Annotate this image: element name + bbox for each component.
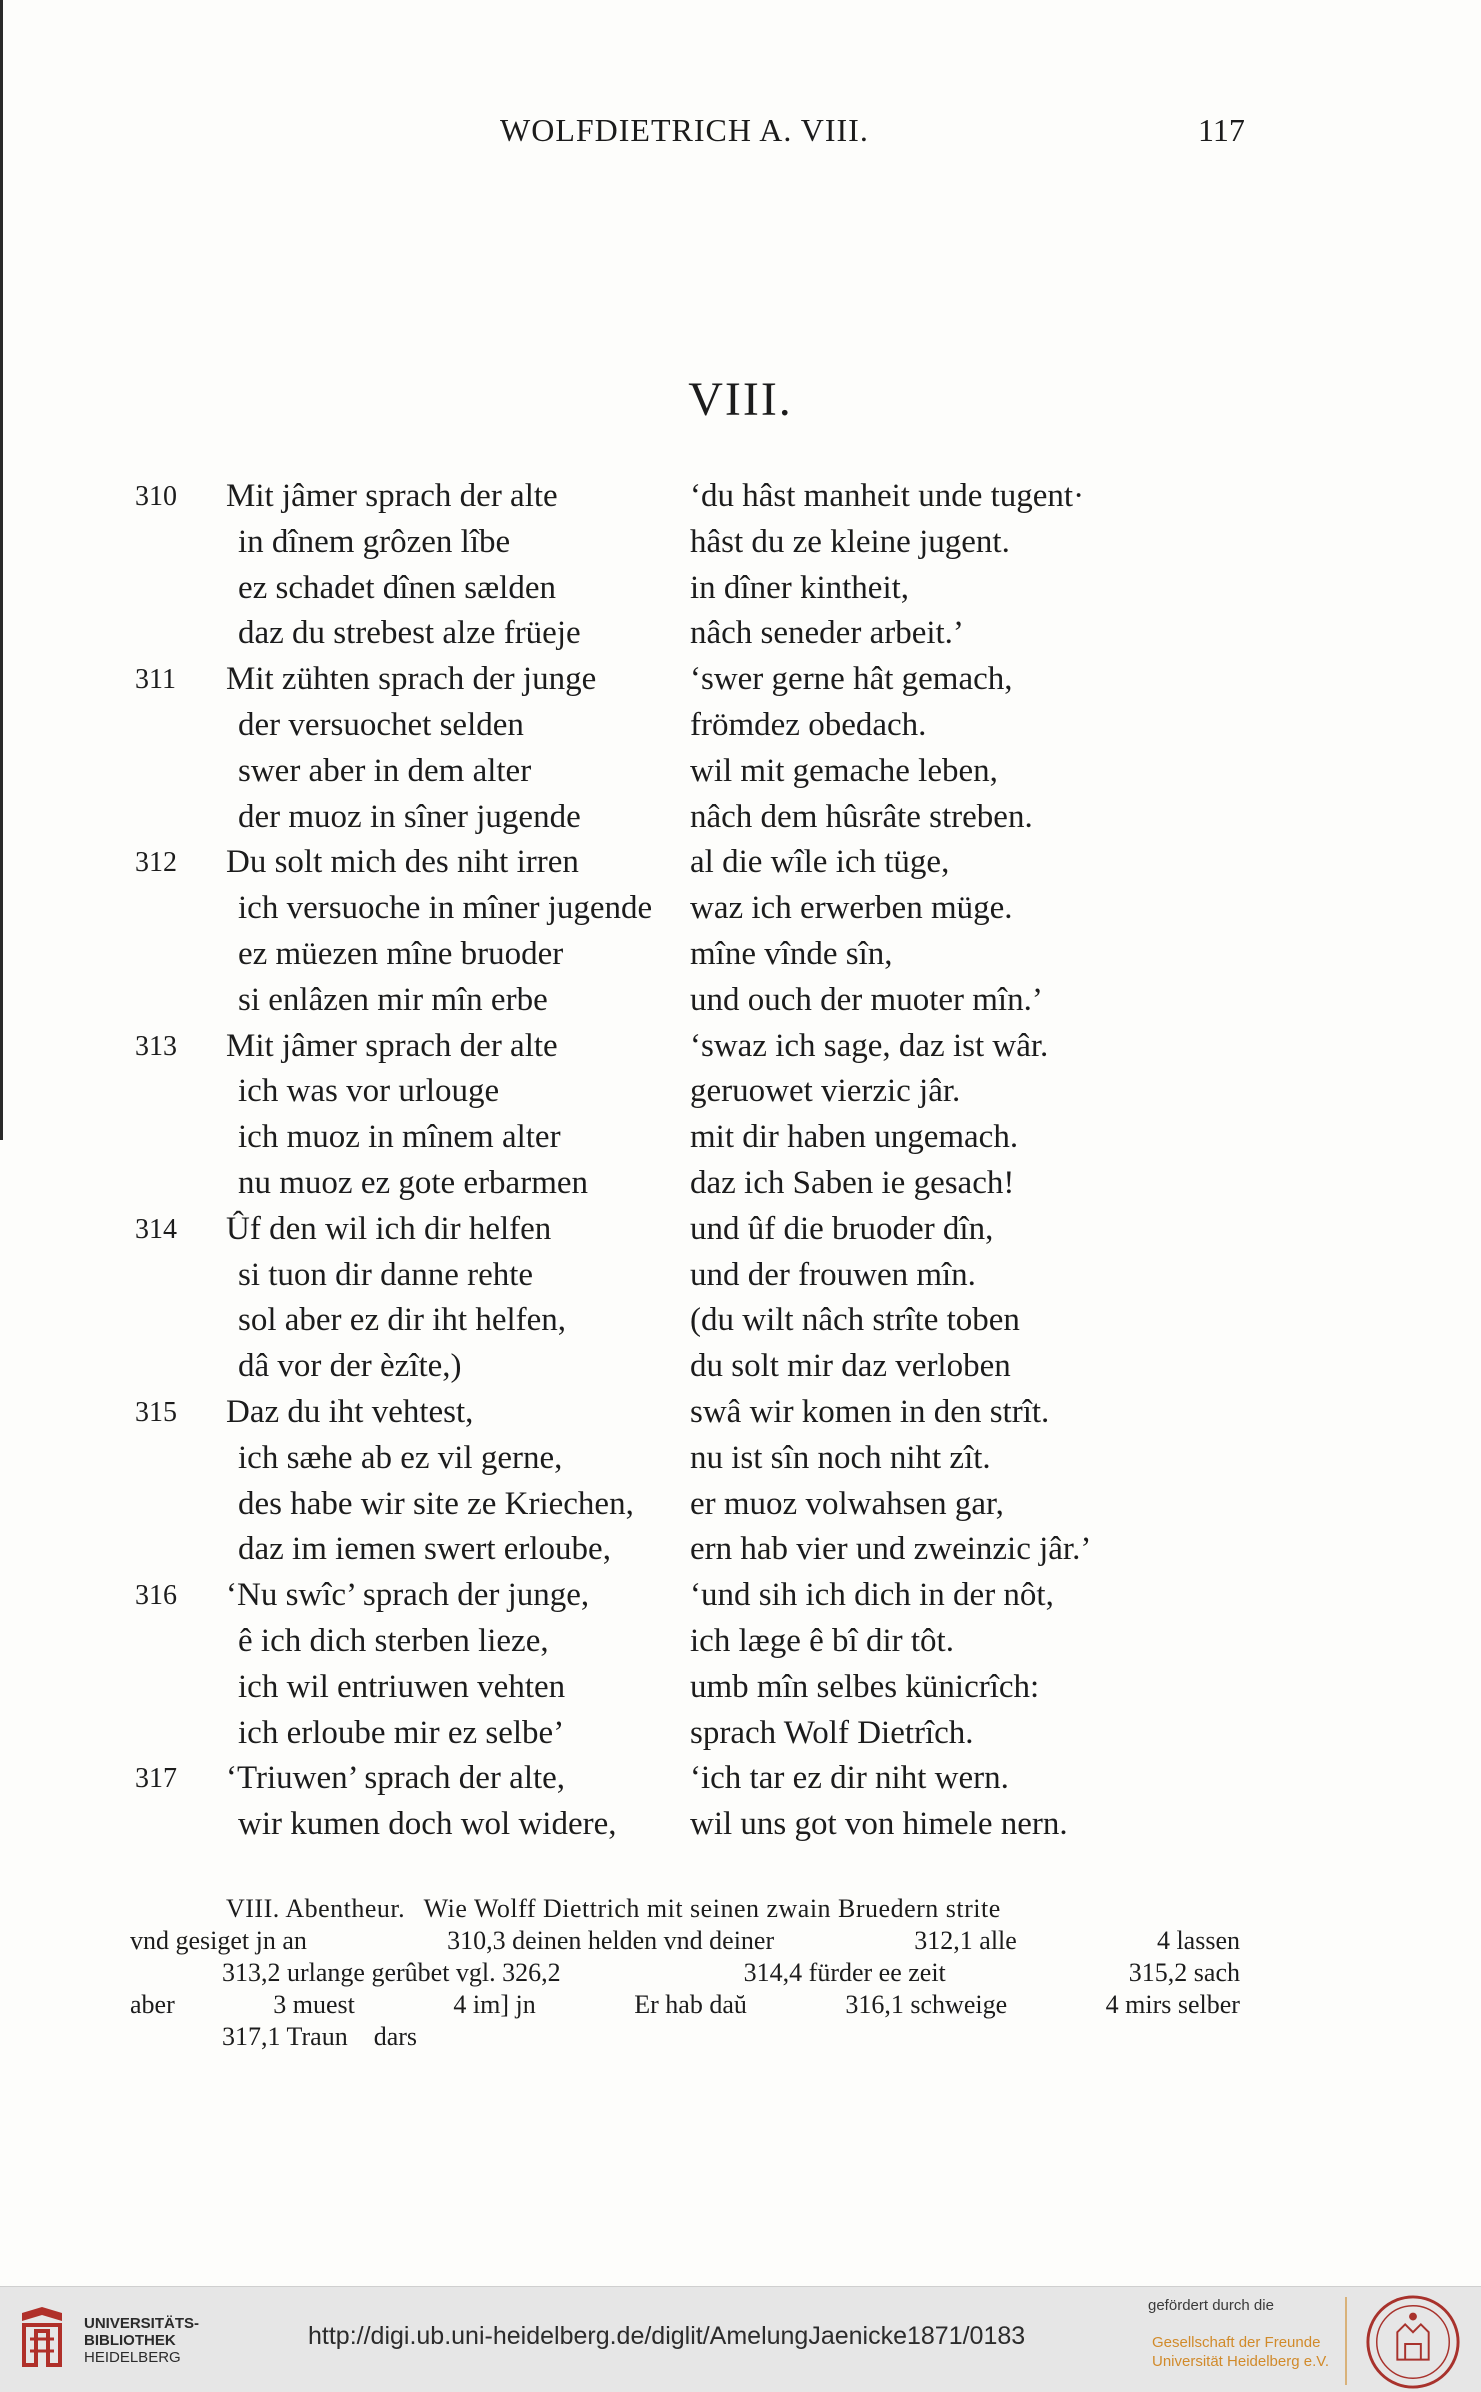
verse-first-half: dâ vor der èzîte,) xyxy=(238,1348,462,1385)
stanza-number: 312 xyxy=(135,847,177,879)
footnote-row xyxy=(130,2021,1240,2053)
verse-first-half: si enlâzen mir mîn erbe xyxy=(238,981,548,1018)
footnote-row xyxy=(130,1957,1240,1989)
chapter-heading: VIII. xyxy=(688,373,793,426)
footnote-entry: 312,1 alle xyxy=(914,1926,1017,1955)
stanza-number: 310 xyxy=(135,481,177,512)
verse-first-half: des habe wir site ze Kriechen, xyxy=(238,1485,634,1522)
verse-line xyxy=(0,520,1481,566)
verse-line xyxy=(0,1298,1481,1344)
viewer-footer xyxy=(0,2286,1481,2392)
poem-text xyxy=(0,474,1481,1848)
verse-second-half: in dîner kintheit, xyxy=(690,569,910,606)
verse-line xyxy=(0,1115,1481,1161)
verse-line xyxy=(0,1711,1481,1757)
verse-second-half: ‘swer gerne hât gemach, xyxy=(690,661,1013,698)
verse-first-half: daz im iemen swert erloube, xyxy=(238,1531,611,1568)
verse-second-half: und ouch der muoter mîn.’ xyxy=(690,981,1043,1018)
verse-second-half: al die wîle ich tüge, xyxy=(690,844,950,881)
verse-first-half: ez müezen mîne bruoder xyxy=(238,935,564,972)
stanza-number: 313 xyxy=(135,1030,177,1062)
verse-second-half: du solt mir daz verloben xyxy=(690,1348,1011,1385)
verse-line xyxy=(0,611,1481,657)
verse-second-half: mit dir haben ungemach. xyxy=(690,1119,1019,1156)
verse-first-half: Daz du iht vehtest, xyxy=(226,1393,474,1430)
verse-first-half: Ûf den wil ich dir helfen xyxy=(226,1210,552,1247)
verse-line xyxy=(0,1390,1481,1436)
verse-first-half: der muoz in sîner jugende xyxy=(238,798,581,835)
verse-second-half: wil mit gemache leben, xyxy=(690,752,998,789)
footnote-entry: 316,1 schweige xyxy=(845,1990,1008,2019)
verse-second-half: ‘du hâst manheit unde tugent· xyxy=(690,478,1085,514)
footnote-block xyxy=(130,1893,1240,2053)
verse-line xyxy=(0,566,1481,612)
verse-line xyxy=(0,657,1481,703)
verse-second-half: ern hab vier und zweinzic jâr.’ xyxy=(690,1531,1092,1568)
verse-first-half: nu muoz ez gote erbarmen xyxy=(238,1164,589,1201)
footnote-entry: 4 mirs selber xyxy=(1105,1990,1240,2019)
society-name xyxy=(1152,2333,1329,2371)
footnote-entry: Er hab daŭ xyxy=(634,1990,747,2019)
stanza-number: 311 xyxy=(135,664,176,696)
footnote-title xyxy=(130,1893,1240,1925)
verse-second-half: mîne vînde sîn, xyxy=(690,935,893,972)
verse-second-half: und der frouwen mîn. xyxy=(690,1256,976,1293)
verse-second-half: frömdez obedach. xyxy=(690,706,927,743)
funded-by-label: gefördert durch die xyxy=(1148,2297,1274,2314)
verse-first-half: si tuon dir danne rehte xyxy=(238,1256,534,1293)
verse-line xyxy=(0,1253,1481,1299)
verse-first-half: ich versuoche in mîner jugende xyxy=(238,890,653,927)
verse-second-half: und ûf die bruoder dîn, xyxy=(690,1210,994,1247)
footnote-title-text: Wie Wolff Diettrich mit seinen zwain Bruedern strite xyxy=(423,1894,1001,1923)
verse-second-half: ich læge ê bî dir tôt. xyxy=(690,1622,954,1659)
verse-second-half: geruowet vierzic jâr. xyxy=(690,1073,961,1110)
stanza-number: 317 xyxy=(135,1763,177,1795)
footnote-row xyxy=(130,1925,1240,1957)
verse-first-half: Mit jâmer sprach der alte xyxy=(226,1027,558,1064)
verse-first-half: ‘Nu swîc’ sprach der junge, xyxy=(226,1577,590,1614)
verse-line xyxy=(0,1436,1481,1482)
verse-second-half: hâst du ze kleine jugent. xyxy=(690,523,1010,560)
verse-second-half: sprach Wolf Dietrîch. xyxy=(690,1714,974,1751)
verse-line xyxy=(0,1161,1481,1207)
verse-first-half: daz du strebest alze früeje xyxy=(238,615,581,652)
verse-line xyxy=(0,795,1481,841)
verse-line xyxy=(0,1069,1481,1115)
verse-line xyxy=(0,1527,1481,1573)
verse-line xyxy=(0,1207,1481,1253)
footnote-entry: vnd gesiget jn an xyxy=(130,1926,307,1955)
verse-first-half: ich erloube mir ez selbe’ xyxy=(238,1714,565,1751)
verse-first-half: der versuochet selden xyxy=(238,706,524,743)
library-name-line3: HEIDELBERG xyxy=(84,2349,181,2366)
verse-first-half: Du solt mich des niht irren xyxy=(226,844,579,881)
library-logo-icon xyxy=(14,2305,70,2371)
verse-line xyxy=(0,1482,1481,1528)
stanza-number: 314 xyxy=(135,1213,177,1245)
digital-copy-url[interactable]: http://digi.ub.uni-heidelberg.de/diglit/AmelungJaenicke1871/0183 xyxy=(308,2322,1026,2350)
verse-second-half: waz ich erwerben müge. xyxy=(690,890,1013,927)
verse-line xyxy=(0,1665,1481,1711)
verse-first-half: ich was vor urlouge xyxy=(238,1073,500,1110)
verse-second-half: er muoz volwahsen gar, xyxy=(690,1485,1004,1522)
footnote-entry: 310,3 deinen helden vnd deiner xyxy=(447,1926,775,1955)
verse-line xyxy=(0,1619,1481,1665)
footnote-row xyxy=(130,1989,1240,2021)
footnote-entry: aber xyxy=(130,1990,175,2019)
stanza-number: 316 xyxy=(135,1580,177,1612)
university-seal-icon xyxy=(1364,2293,1462,2391)
verse-first-half: ez schadet dînen sælden xyxy=(238,569,556,606)
verse-first-half: ich wil entriuwen vehten xyxy=(238,1668,566,1705)
verse-first-half: ich sæhe ab ez vil gerne, xyxy=(238,1439,563,1476)
verse-line xyxy=(0,978,1481,1024)
verse-first-half: in dînem grôzen lîbe xyxy=(238,523,511,560)
verse-second-half: (du wilt nâch strîte toben xyxy=(690,1302,1020,1339)
verse-second-half: wil uns got von himele nern. xyxy=(690,1806,1068,1843)
footnote-entry: 4 im] jn xyxy=(453,1990,536,2019)
verse-line xyxy=(0,474,1481,520)
verse-first-half: wir kumen doch wol widere, xyxy=(238,1806,617,1843)
verse-line xyxy=(0,1573,1481,1619)
verse-first-half: swer aber in dem alter xyxy=(238,752,532,789)
verse-second-half: nu ist sîn noch niht zît. xyxy=(690,1439,991,1476)
footnote-entry: 313,2 urlange gerûbet vgl. 326,2 xyxy=(222,1958,561,1987)
verse-second-half: swâ wir komen in den strît. xyxy=(690,1393,1050,1430)
stanza-number: 315 xyxy=(135,1396,177,1428)
verse-line xyxy=(0,1024,1481,1070)
running-title: WOLFDIETRICH A. VIII. xyxy=(500,112,869,148)
verse-line xyxy=(0,703,1481,749)
verse-second-half: nâch seneder arbeit.’ xyxy=(690,615,964,652)
footnote-entry: 315,2 sach xyxy=(1128,1958,1240,1987)
library-name-line2: BIBLIOTHEK xyxy=(84,2332,176,2349)
footnote-entry: 314,4 fürder ee zeit xyxy=(743,1958,946,1987)
verse-first-half: ê ich dich sterben lieze, xyxy=(238,1622,549,1659)
footnote-entry: 317,1 Traun xyxy=(222,2022,348,2051)
verse-second-half: umb mîn selbes künicrîch: xyxy=(690,1668,1040,1705)
verse-first-half: sol aber ez dir iht helfen, xyxy=(238,1302,567,1339)
verse-second-half: ‘und sih ich dich in der nôt, xyxy=(690,1577,1054,1614)
society-name-line2: Universität Heidelberg e.V. xyxy=(1152,2353,1330,2370)
footer-divider xyxy=(1345,2297,1347,2385)
library-name-line1: UNIVERSITÄTS- xyxy=(84,2315,200,2332)
footnote-title-abbr: VIII. Abentheur. xyxy=(226,1894,406,1923)
verse-line xyxy=(0,840,1481,886)
verse-second-half: ‘swaz ich sage, daz ist wâr. xyxy=(690,1027,1049,1064)
page-number: 117 xyxy=(1198,112,1245,148)
footnote-entry: 4 lassen xyxy=(1156,1926,1240,1955)
verse-line xyxy=(0,1756,1481,1802)
footnote-entry: 3 muest xyxy=(273,1990,355,2019)
verse-first-half: Mit zühten sprach der junge xyxy=(226,661,597,698)
verse-line xyxy=(0,932,1481,978)
society-name-line1: Gesellschaft der Freunde xyxy=(1152,2334,1321,2351)
verse-line xyxy=(0,1344,1481,1390)
verse-line xyxy=(0,886,1481,932)
verse-second-half: ‘ich tar ez dir niht wern. xyxy=(690,1760,1009,1797)
verse-second-half: nâch dem hûsrâte streben. xyxy=(690,798,1033,835)
verse-first-half: Mit jâmer sprach der alte xyxy=(226,478,558,514)
footnote-entry: dars xyxy=(373,2022,418,2051)
verse-line xyxy=(0,749,1481,795)
verse-second-half: daz ich Saben ie gesach! xyxy=(690,1164,1015,1201)
verse-line xyxy=(0,1802,1481,1848)
verse-first-half: ‘Triuwen’ sprach der alte, xyxy=(226,1760,566,1797)
library-name xyxy=(84,2315,199,2366)
verse-first-half: ich muoz in mînem alter xyxy=(238,1119,561,1156)
